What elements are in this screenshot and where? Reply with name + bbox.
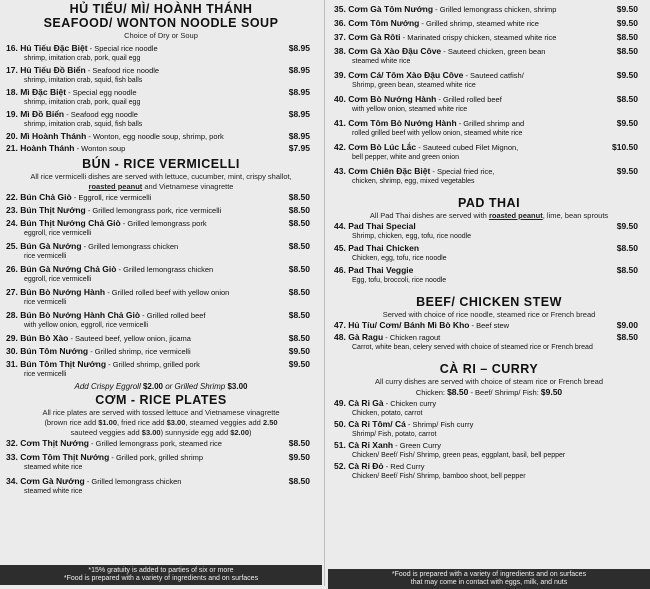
menu-item-price: $9.50 [288, 452, 310, 462]
menu-item-name: Cơm Gà Xào Đậu Côve [348, 46, 442, 56]
menu-item-description: - Special fried rice, [430, 167, 495, 176]
menu-item-description: - Grilled lemongrass chicken [81, 242, 179, 251]
menu-item-line [0, 65, 322, 76]
com-note-line1: All rice plates are served with tossed lettuce and Vietnamese vinagrette [42, 408, 280, 417]
menu-item-name: Bún Gà Nướng [20, 241, 82, 251]
menu-item-number: 18. [6, 87, 18, 97]
menu-item-name: Cơm Tôm Nướng [348, 18, 420, 28]
menu-item-description: - Grilled lemongrass pork, steamed rice [88, 439, 222, 448]
menu-item-description: - Beef stew [469, 321, 510, 330]
menu-item-detail: Chicken/ Beef/ Fish/ Shrimp, green peas, eggplant, basil, bell pepper [352, 452, 566, 459]
menu-item-detail: shrimp, imitation crab, pork, quail egg [24, 55, 141, 62]
column-divider [324, 0, 325, 586]
menu-item-detail: eggroll, rice vermicelli [24, 276, 92, 283]
padthai-header: PAD THAI [457, 196, 521, 210]
menu-item-detail: Chicken, egg, tofu, rice noodle [352, 255, 447, 262]
com-note-3d: $2.00 [230, 428, 249, 437]
menu-item-description: - Sauteed beef, yellow onion, jicama [68, 334, 191, 343]
menu-item-line [328, 18, 650, 29]
curry-other-label: - Beef/ Shrimp/ Fish: [468, 388, 541, 397]
menu-item-number: 30. [6, 346, 18, 356]
menu-item-detail: Egg, tofu, broccoli, rice noodle [352, 277, 447, 284]
curry-note-line1: All curry dishes are served with choice of steam rice or French bread [374, 377, 603, 386]
menu-item [0, 438, 322, 449]
menu-item-description: - Special rice noodle [87, 44, 158, 53]
menu-item [0, 218, 322, 239]
menu-item-name: Cơm Bò Lúc Lắc [348, 142, 417, 152]
beef-stew-note: Served with choice of rice noodle, steamed rice or French bread [382, 310, 596, 319]
left-column [0, 0, 322, 582]
menu-item-number: 46. [334, 265, 346, 275]
menu-item-line [0, 241, 322, 252]
menu-item-detail: rice vermicelli [24, 253, 67, 260]
com-note-2f: 2.50 [262, 418, 278, 427]
menu-item [328, 18, 650, 29]
menu-item-line [0, 476, 322, 487]
menu-item-line [328, 142, 650, 153]
menu-item [0, 43, 322, 64]
menu-item-detail: Shrimp/ Fish, potato, carrot [352, 431, 437, 438]
menu-item-number: 33. [6, 452, 18, 462]
menu-item-price: $8.50 [616, 265, 638, 275]
menu-item-price: $8.95 [288, 87, 310, 97]
menu-item-number: 32. [6, 438, 18, 448]
com-list-right [328, 4, 650, 187]
menu-item-name: Cơm Gà Rôti [348, 32, 401, 42]
menu-item-detail: Chicken, potato, carrot [352, 410, 423, 417]
com-note [0, 408, 322, 438]
menu-item [0, 310, 322, 331]
menu-item [328, 461, 650, 482]
menu-item-name: Bún Bò Nướng Hành Chả Giò [20, 310, 141, 320]
menu-item-detail: steamed white rice [24, 488, 83, 495]
right-footer [328, 569, 650, 589]
menu-item [328, 142, 650, 163]
menu-item-detail: chicken, shrimp, egg, mixed vegetables [352, 178, 475, 185]
com-note-3c: ) sunnyside egg add [160, 428, 231, 437]
menu-item-detail: bell pepper, white and green onion [352, 154, 460, 161]
menu-item-description: - Special egg noodle [66, 88, 137, 97]
curry-other-price: $9.50 [540, 387, 563, 397]
menu-item-price: $9.00 [616, 320, 638, 330]
menu-item [328, 166, 650, 187]
menu-item [0, 87, 322, 108]
menu-item-number: 25. [6, 241, 18, 251]
menu-item-description: - Green Curry [393, 441, 442, 450]
menu-item-description: - Red Curry [383, 462, 425, 471]
menu-item [328, 4, 650, 15]
menu-item-description: - Chicken ragout [383, 333, 441, 342]
menu-item-description: - Grilled lemongrass chicken, shrimp [433, 5, 557, 14]
padthai-list [328, 221, 650, 286]
menu-item-number: 38. [334, 46, 346, 56]
menu-item-number: 50. [334, 419, 346, 429]
com-note-3e: ) [249, 428, 252, 437]
menu-item-line [0, 438, 322, 449]
menu-item-description: - Sauteed chicken, green bean [441, 47, 546, 56]
menu-item-line [0, 346, 322, 357]
menu-item-price: $8.95 [288, 65, 310, 75]
menu-item-detail: eggroll, rice vermicelli [24, 230, 92, 237]
menu-item-name: Cơm Cá/ Tôm Xào Đậu Côve [348, 70, 464, 80]
menu-item-line [0, 452, 322, 463]
bun-note [0, 172, 322, 192]
com-note-2c: , fried rice add [117, 418, 167, 427]
left-footer-line2: *Food is prepared with a variety of ingredients and on surfaces [63, 575, 259, 582]
menu-item-price: $8.50 [616, 94, 638, 104]
menu-item-number: 16. [6, 43, 18, 53]
menu-item [0, 205, 322, 216]
menu-item-number: 45. [334, 243, 346, 253]
addon-shrimp-label: or Grilled Shrimp [163, 382, 228, 391]
menu-item [328, 32, 650, 43]
com-note-2e: , steamed veggies add [185, 418, 263, 427]
menu-item-line [0, 43, 322, 54]
menu-item-description: - Grilled lemongrass pork, rice vermicelli [85, 206, 222, 215]
menu-item-number: 28. [6, 310, 18, 320]
menu-item [0, 65, 322, 86]
addon-eggroll-price: $2.00 [142, 382, 163, 391]
menu-item-name: Cơm Chiên Đặc Biệt [348, 166, 431, 176]
menu-item-price: $8.50 [288, 333, 310, 343]
menu-item-description: - Wonton, egg noodle soup, shrimp, pork [86, 132, 224, 141]
menu-item-detail: shrimp, imitation crab, squid, fish balls [24, 121, 143, 128]
menu-item-number: 17. [6, 65, 18, 75]
com-note-3b: $3.00 [141, 428, 161, 437]
menu-item-detail: shrimp, imitation crab, pork, quail egg [24, 99, 141, 106]
menu-item-number: 22. [6, 192, 18, 202]
menu-item-detail: rice vermicelli [24, 299, 67, 306]
addon-shrimp-price: $3.00 [227, 382, 248, 391]
menu-item-line [328, 398, 650, 409]
menu-item-line [0, 310, 322, 321]
menu-item-name: Mì Hoành Thánh [20, 131, 87, 141]
menu-item-price: $8.95 [288, 43, 310, 53]
menu-item-price: $8.95 [288, 109, 310, 119]
menu-item-number: 29. [6, 333, 18, 343]
menu-item-price: $10.50 [612, 142, 638, 152]
menu-item-line [328, 419, 650, 430]
menu-item-price: $8.50 [288, 476, 310, 486]
menu-item-description: - Grilled lemongrass chicken [84, 477, 182, 486]
menu-item-line [328, 221, 650, 232]
menu-item-name: Pad Thai Special [348, 221, 416, 231]
menu-item-price: $8.50 [288, 205, 310, 215]
menu-item-line [328, 166, 650, 177]
menu-item [0, 359, 322, 380]
curry-prices [328, 387, 650, 398]
beef-stew-header: BEEF/ CHICKEN STEW [416, 295, 562, 309]
menu-item-name: Bún Tôm Nướng [20, 346, 89, 356]
menu-item-number: 51. [334, 440, 346, 450]
menu-item-number: 23. [6, 205, 18, 215]
menu-item [328, 70, 650, 91]
menu-item-name: Cơm Bò Nướng Hành [348, 94, 437, 104]
menu-item-line [328, 320, 650, 331]
menu-item-description: - Sauteed cubed Filet Mignon, [416, 143, 519, 152]
menu-item-name: Mì Đặc Biệt [20, 87, 67, 97]
menu-item-detail: rice vermicelli [24, 371, 67, 378]
menu-item-line [0, 359, 322, 370]
menu-item-name: Cà Ri Xanh [348, 440, 394, 450]
menu-item-number: 37. [334, 32, 346, 42]
curry-chicken-label: Chicken: [415, 388, 448, 397]
menu-item-description: - Grilled rolled beef with yellow onion [105, 288, 230, 297]
menu-item-line [0, 287, 322, 298]
menu-item-line [328, 70, 650, 81]
menu-item [0, 192, 322, 203]
menu-item-name: Bún Tôm Thịt Nướng [20, 359, 107, 369]
menu-item-number: 27. [6, 287, 18, 297]
menu-item-number: 48. [334, 332, 346, 342]
menu-item-name: Cơm Gà Tôm Nướng [348, 4, 434, 14]
menu-item-description: - Sauteed catfish/ [463, 71, 524, 80]
menu-item-description: - Shrimp/ Fish curry [405, 420, 474, 429]
menu-item-price: $9.50 [616, 221, 638, 231]
right-footer-line1: *Food is prepared with a variety of ingredients and on surfaces [391, 571, 587, 578]
com-note-2a: (brown rice add [44, 418, 99, 427]
menu-item-description: - Grilled rolled beef [436, 95, 502, 104]
menu-item-price: $8.50 [616, 32, 638, 42]
menu-item-name: Gà Ragu [348, 332, 384, 342]
curry-list [328, 398, 650, 482]
menu-item-line [0, 87, 322, 98]
menu-item-price: $9.50 [616, 70, 638, 80]
menu-item-number: 19. [6, 109, 18, 119]
curry-chicken-price: $8.50 [447, 387, 469, 397]
padthai-note-b: , lime, bean sprouts [542, 211, 609, 220]
com-header: CƠM - RICE PLATES [95, 393, 227, 407]
menu-item-description: - Wonton soup [74, 144, 126, 153]
menu-item [328, 440, 650, 461]
menu-item-description: - Grilled shrimp, steamed white rice [419, 19, 539, 28]
bun-note-line1: All rice vermicelli dishes are served with lettuce, cucumber, mint, crispy shallot, [30, 172, 292, 181]
menu-item-line [328, 243, 650, 254]
menu-item-line [0, 264, 322, 275]
menu-item-detail: Shrimp, chicken, egg, tofu, rice noodle [352, 233, 472, 240]
menu-item-name: Cơm Tôm Thịt Nướng [20, 452, 110, 462]
menu-item-detail: Carrot, white bean, celery served with choice of steamed rice or French bread [352, 344, 593, 351]
menu-item-price: $8.95 [288, 131, 310, 141]
menu-item-number: 40. [334, 94, 346, 104]
menu-item-price: $8.50 [288, 218, 310, 228]
menu-item-line [328, 4, 650, 15]
menu-item [328, 118, 650, 139]
menu-item-number: 52. [334, 461, 346, 471]
right-column [328, 0, 650, 586]
menu-item-description: - Grilled rolled beef [140, 311, 206, 320]
menu-item [0, 346, 322, 357]
menu-item-line [328, 265, 650, 276]
menu-item-price: $9.50 [288, 359, 310, 369]
menu-item [0, 452, 322, 473]
menu-item-name: Cơm Gà Nướng [20, 476, 85, 486]
menu-item-number: 24. [6, 218, 18, 228]
menu-item-detail: rolled grilled beef with yellow onion, steamed white rice [352, 130, 523, 137]
curry-note [328, 377, 650, 387]
menu-item [328, 419, 650, 440]
menu-item-line [328, 332, 650, 343]
menu-item-number: 41. [334, 118, 346, 128]
menu-item [328, 265, 650, 286]
menu-item-price: $9.50 [616, 166, 638, 176]
menu-item-price: $8.50 [288, 438, 310, 448]
menu-item-detail: steamed white rice [24, 464, 83, 471]
right-footer-line2: that may come in contact with eggs, milk, and nuts [410, 579, 568, 586]
menu-item-name: Bún Chả Giò [20, 192, 72, 202]
menu-item-line [328, 440, 650, 451]
menu-item-description: - Grilled shrimp, rice vermicelli [88, 347, 191, 356]
com-note-3a: sauteed veggies add [70, 428, 142, 437]
bun-note-line2: and Vietnamese vinagrette [142, 182, 234, 191]
menu-item-name: Pad Thai Veggie [348, 265, 414, 275]
padthai-note [328, 211, 650, 221]
menu-item-price: $8.50 [616, 243, 638, 253]
noodle-list [0, 43, 322, 154]
menu-item [0, 476, 322, 497]
menu-item-name: Hủ Tiếu Đồ Biển [20, 65, 86, 75]
menu-item-number: 42. [334, 142, 346, 152]
menu-item-name: Cà Ri Đỏ [348, 461, 384, 471]
noodle-soup-subheader: SEAFOOD/ WONTON NOODLE SOUP [43, 16, 279, 30]
menu-item-number: 26. [6, 264, 18, 274]
menu-item [328, 320, 650, 331]
menu-item-description: - Grilled shrimp and [456, 119, 525, 128]
menu-item-price: $9.50 [616, 18, 638, 28]
left-footer-line1: *15% gratuity is added to parties of six or more [88, 567, 234, 574]
bun-header: BÚN - RICE VERMICELLI [82, 157, 240, 171]
menu-item-price: $8.50 [288, 192, 310, 202]
menu-item [0, 333, 322, 344]
left-footer [0, 565, 322, 585]
menu-item-detail: Chicken/ Beef/ Fish/ Shrimp, bamboo shoot, bell pepper [352, 473, 526, 480]
menu-item-name: Bún Bò Nướng Hành [20, 287, 106, 297]
menu-item [328, 243, 650, 264]
menu-item-name: Hoành Thánh [20, 143, 75, 153]
menu-item-description: - Grilled lemongrass pork [120, 219, 207, 228]
menu-item-number: 20. [6, 131, 18, 141]
menu-item-detail: with yellow onion, steamed white rice [352, 106, 468, 113]
menu-item-name: Bún Gà Nướng Chả Giò [20, 264, 117, 274]
curry-header: CÀ RI – CURRY [439, 362, 539, 376]
menu-item [328, 94, 650, 115]
menu-item-description: - Eggroll, rice vermicelli [71, 193, 152, 202]
menu-item-name: Cơm Thịt Nướng [20, 438, 89, 448]
menu-item-price: $8.50 [288, 241, 310, 251]
menu-item-detail: Shrimp, green bean, steamed white rice [352, 82, 476, 89]
menu-item [328, 398, 650, 419]
menu-item-price: $9.50 [288, 346, 310, 356]
menu-item [328, 332, 650, 353]
menu-item-detail: steamed white rice [352, 58, 411, 65]
menu-item-number: 34. [6, 476, 18, 486]
menu-item-name: Cà Ri Gà [348, 398, 384, 408]
menu-item-line [328, 461, 650, 472]
menu-item-name: Bún Bò Xào [20, 333, 69, 343]
noodle-choice-note: Choice of Dry or Soup [124, 31, 198, 40]
menu-item-name: Cà Ri Tôm/ Cá [348, 419, 406, 429]
menu-item-name: Bún Thịt Nướng Chả Giò [20, 218, 121, 228]
menu-item [0, 287, 322, 308]
bun-note-peanut: roasted peanut [88, 182, 143, 191]
menu-item-description: - Chicken curry [383, 399, 437, 408]
menu-item-price: $8.50 [288, 264, 310, 274]
menu-item-line [0, 143, 322, 154]
menu-item-description: - Grilled pork, grilled shrimp [109, 453, 204, 462]
menu-item-description: - Grilled lemongrass chicken [116, 265, 214, 274]
menu-item-line [328, 46, 650, 57]
menu-item [0, 241, 322, 262]
menu-item [0, 143, 322, 154]
menu-item-line [0, 131, 322, 142]
menu-item-line [328, 94, 650, 105]
menu-item [328, 46, 650, 67]
menu-item-number: 35. [334, 4, 346, 14]
menu-item [0, 109, 322, 130]
com-note-2d: $3.00 [166, 418, 186, 427]
menu-item-line [328, 32, 650, 43]
beef-list [328, 320, 650, 353]
menu-item-price: $8.50 [288, 310, 310, 320]
menu-item-price: $8.50 [616, 46, 638, 56]
com-list-left [0, 438, 322, 497]
menu-item-line [0, 109, 322, 120]
menu-item-description: - Marinated crispy chicken, steamed white rice [400, 33, 557, 42]
menu-item-price: $7.95 [288, 143, 310, 153]
menu-item [328, 221, 650, 242]
menu-item-name: Bún Thịt Nướng [20, 205, 86, 215]
menu-item-number: 49. [334, 398, 346, 408]
menu-item-price: $9.50 [616, 118, 638, 128]
menu-item-name: Pad Thai Chicken [348, 243, 420, 253]
menu-item-line [0, 333, 322, 344]
menu-item-name: Hủ Tiếu Đặc Biệt [20, 43, 88, 53]
padthai-note-peanut: roasted peanut [488, 211, 543, 220]
menu-item-number: 47. [334, 320, 346, 330]
menu-item-number: 31. [6, 359, 18, 369]
menu-item-description: - Seafood egg noodle [64, 110, 138, 119]
menu-item-detail: shrimp, imitation crab, squid, fish balls [24, 77, 143, 84]
addon-line [0, 382, 322, 391]
bun-list [0, 192, 322, 380]
com-note-2b: $1.00 [98, 418, 117, 427]
menu-item-line [0, 218, 322, 229]
menu-item-name: Hủ Tíu/ Cơm/ Bánh Mì Bò Kho [348, 320, 470, 330]
menu-item-name: Cơm Tôm Bò Nướng Hành [348, 118, 457, 128]
menu-item-price: $8.50 [288, 287, 310, 297]
menu-item-description: - Seafood rice noodle [85, 66, 160, 75]
menu-item-price: $8.50 [616, 332, 638, 342]
noodle-soup-header: HỦ TIẾU/ MÌ/ HOÀNH THÁNH [69, 2, 253, 16]
menu-item-price: $9.50 [616, 4, 638, 14]
menu-item-number: 21. [6, 143, 18, 153]
menu-item-line [0, 205, 322, 216]
menu-item-number: 44. [334, 221, 346, 231]
addon-eggroll-label: Add Crispy Eggroll [74, 382, 143, 391]
menu-item-number: 39. [334, 70, 346, 80]
menu-item-line [328, 118, 650, 129]
menu-item-line [0, 192, 322, 203]
menu-item-number: 36. [334, 18, 346, 28]
menu-item-name: Mì Đồ Biển [20, 109, 65, 119]
menu-item-number: 43. [334, 166, 346, 176]
menu-item [0, 131, 322, 142]
menu-item-detail: with yellow onion, eggroll, rice vermicelli [24, 322, 149, 329]
menu-item [0, 264, 322, 285]
padthai-note-a: All Pad Thai dishes are served with [369, 211, 489, 220]
menu-item-description: - Grilled shrimp, grilled pork [106, 360, 200, 369]
